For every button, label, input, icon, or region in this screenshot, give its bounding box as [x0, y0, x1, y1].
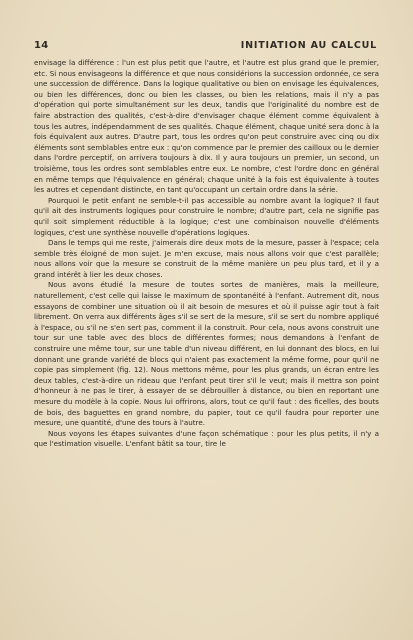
paragraph: Nous avons étudié la mesure de toutes sortes de manières, mais la meilleure, naturellement, c'est celle qui laisse le maximum de spontanéité à l'enfant. Autrement dit, nous essayons de combiner une situation où il ait besoin de mesures et où il puisse agir tout à fait librement. On verra aux différents âges s'il se sert de la mesure, s'il se sert du nombre appliqué à l'espace, ou s'il ne s'en sert pas, comment il la construit. Pour cela, nous avons construit une tour sur une table avec des blocs de différentes formes; nous demandons à l'enfant de construire une même tour, sur une table d'un niveau différent, en lui donnant des blocs, en lui donnant une grande variété de blocs qui n'aient pas exactement la même forme, pour qu'il ne copie pas simplement (fig. 12). Nous mettons même, pour les plus grands, un écran entre les deux tables, c'est-à-dire un rideau que l'enfant peut tirer s'il le veut; mais il mettra son point d'honneur à ne pas le tirer, à essayer de se débrouiller à distance, ou bien en reportant une mesure du modèle à la copie. Nous lui offrirons, alors, tout ce qu'il faut : des ficelles, des bouts de bois, des baguettes en grand nombre, du papier, tout ce qu'il faudra pour reporter une mesure, une quantité, d'une des tours à l'autre. [34, 280, 379, 428]
running-title: INITIATION AU CALCUL [240, 40, 377, 51]
paragraph: Nous voyons les étapes suivantes d'une façon schématique : pour les plus petits, il n'y a que l'estimation visuelle. L'enfant bâtit sa tour, tire le [34, 428, 379, 449]
paragraph: Dans le temps qui me reste, j'aimerais dire deux mots de la mesure, passer à l'espace; cela semble très éloigné de mon sujet. Je m'en excuse, mais nous allons voir que c'est parallèle; nous allons voir que la mesure se construit de la même manière un peu plus tard, et il y a grand intérêt à lier les deux choses. [34, 238, 379, 279]
page-header [34, 40, 377, 54]
paragraph: Pourquoi le petit enfant ne semble-t-il pas accessible au nombre avant la logique? Il faut qu'il ait des instruments logiques pour construire le nombre; d'autre part, cela ne signifie pas qu'il soit simplement réductible à la logique; c'est une combinaison nouvelle d'éléments logiques, c'est une synthèse nouvelle d'opérations logiques. [34, 195, 379, 237]
paragraph: envisage la différence : l'un est plus petit que l'autre, et l'autre est plus grand que le premier, etc. Si nous envisageons la différence et que nous considérions la succession ordonnée, ce sera une succession de différence. Dans la logique qualitative ou bien on envisage les équivalences, ou bien les différences, donc ou bien les classes, ou bien les relations, mais il n'y a pas d'opération qui porte simultanément sur les deux, tandis que l'originalité du nombre est de faire abstraction des qualités, c'est-à-dire d'envisager chaque élément comme équivalent à tous les autres, indépendamment de ses qualités. Chaque élément, chaque unité sera donc à la fois équivalent aux autres. D'autre part, tous les ordres qu'on peut construire avec cinq ou dix éléments sont semblables entre eux : qu'on commence par le premier des cailloux ou le dernier dans l'ordre perceptif, on arrivera toujours à dix. Il y aura toujours un premier, un second, un troisième, tous les ordres sont semblables entre eux. Le nombre, c'est l'ordre donc en général en même temps que l'équivalence en général; chaque unité à la fois est équivalente à toutes les autres et cependant distincte, en tant qu'occupant un certain ordre dans la série. [34, 58, 379, 195]
body-text [34, 58, 379, 630]
page-number: 14 [34, 40, 49, 51]
